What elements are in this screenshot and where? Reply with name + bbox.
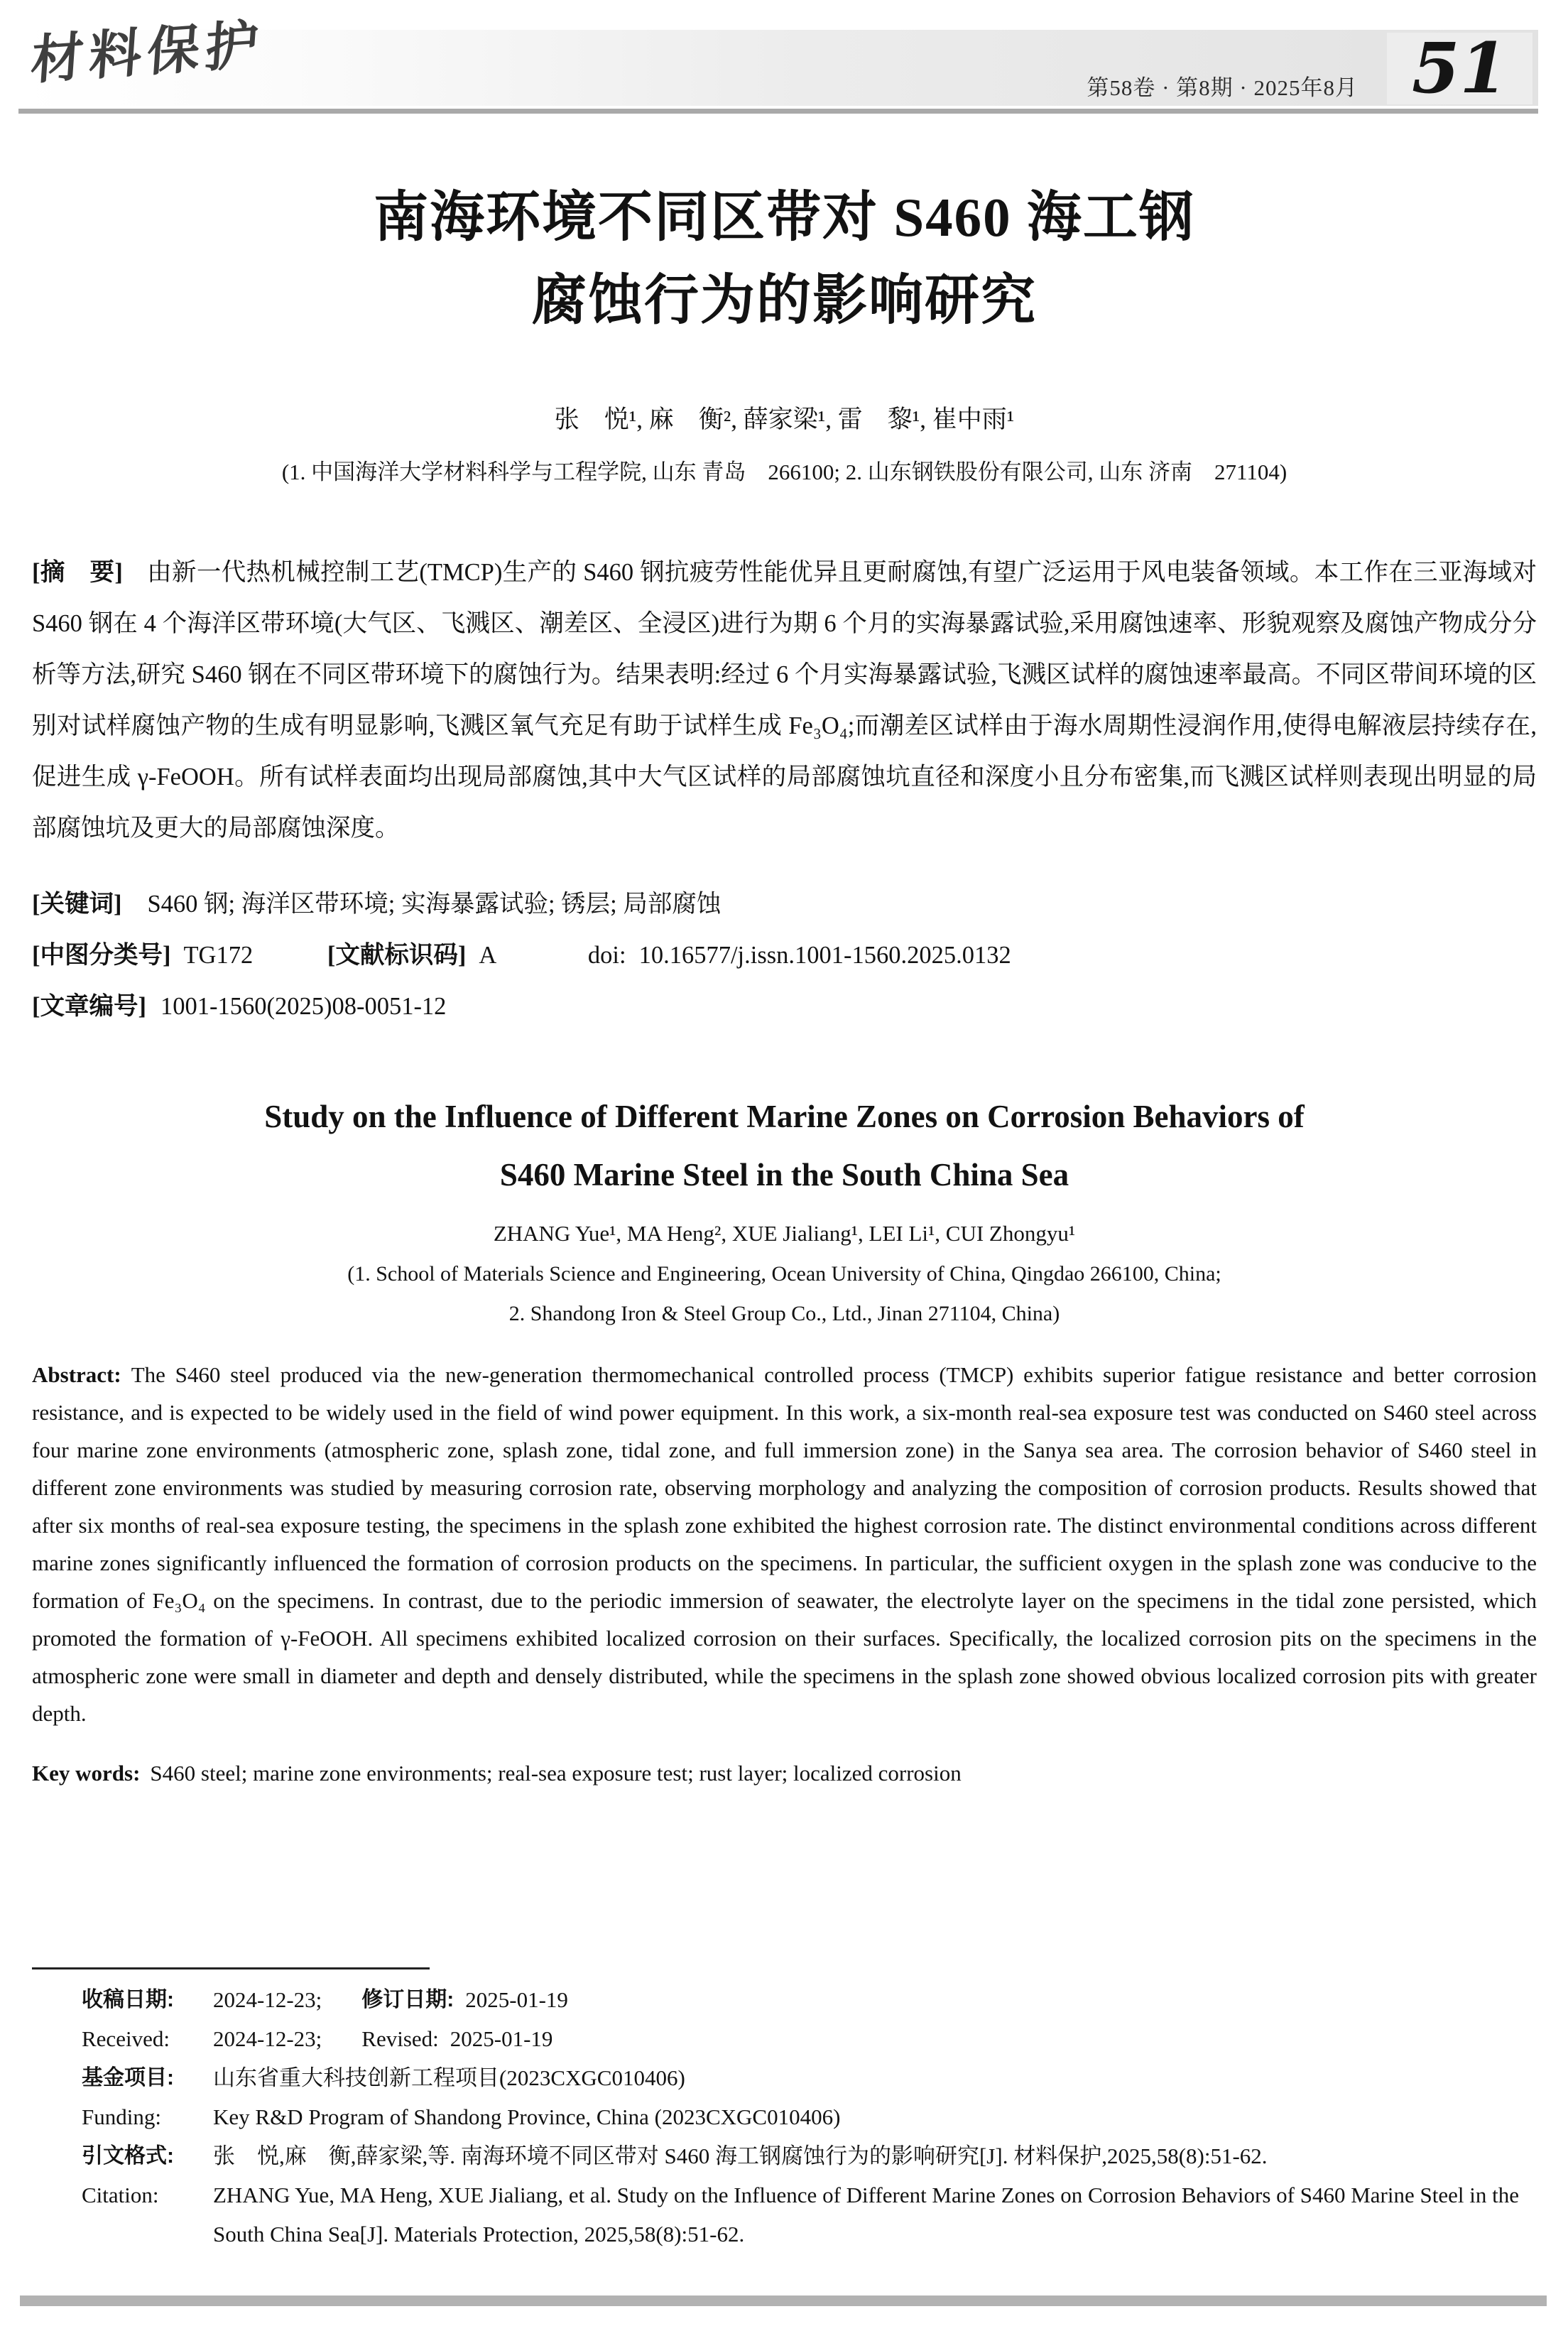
classification-line (32, 930, 1537, 981)
keywords-en (32, 1754, 1537, 1792)
bottom-bar (20, 2295, 1547, 2306)
abstract-cn (32, 547, 1537, 854)
footnote-funding-en (32, 2097, 1537, 2136)
footnote-label: Citation: (82, 2183, 159, 2207)
keywords-en-label: Key words: (32, 1760, 141, 1786)
footnote-value: Key R&D Program of Shandong Province, China (2023CXGC010406) (213, 2104, 841, 2129)
footnote-label: Funding: (82, 2104, 161, 2129)
clc-value: TG172 (183, 941, 254, 969)
affiliation-en-line1: (1. School of Materials Science and Engineering, Ocean University of China, Qingdao 266100, China; (347, 1261, 1221, 1286)
article-id-line (32, 981, 1537, 1032)
abstract-en (32, 1356, 1537, 1732)
doi-value: 10.16577/j.issn.1001-1560.2025.0132 (638, 941, 1011, 969)
footnote-value: 2024-12-23; (213, 2026, 322, 2051)
footnote-label2: Revised: (361, 2026, 439, 2051)
footnote-label: 收稿日期: (82, 1988, 174, 2011)
title-cn-line2: 腐蚀行为的影响研究 (532, 269, 1037, 331)
footnotes (32, 1980, 1537, 2254)
footnote-label: 引文格式: (82, 2144, 174, 2168)
authors-cn: 张 悦¹, 麻 衡², 薛家梁¹, 雷 黎¹, 崔中雨¹ (554, 406, 1015, 434)
authors-en: ZHANG Yue¹, MA Heng², XUE Jialiang¹, LEI Li¹, CUI Zhongyu¹ (493, 1220, 1076, 1246)
footnote-label: Received: (82, 2026, 170, 2051)
doc-code-value: A (479, 941, 497, 969)
article-id-label: [文章编号] (32, 992, 146, 1020)
abstract-en-text: The S460 steel produced via the new-generation thermomechanical controlled process (TMCP) exhibits superior fatigue resistance and better corrosion resistance, and is expected to be widely used in the field of wind power equipment. In this work, a six-month real-sea exposure test was conducted on S460 steel across four marine zone environments (atmospheric zone, splash zone, tidal zone, and full immersion zone) in the Sanya sea area. The corrosion behavior of S460 steel in different zone environments was studied by measuring corrosion rate, observing morphology and analyzing the composition of corrosion products. Results showed that after six months of real-sea exposure testing, the specimens in the splash zone exhibited the highest corrosion rate. The distinct environmental conditions across different marine zones significantly influenced the formation of corrosion products on the specimens. In particular, the sufficient oxygen in the splash zone was conducive to the formation of Fe₃O₄ on the specimens. In contrast, due to the periodic immersion of seawater, the electrolyte layer on the specimens in the tidal zone persisted, which promoted the formation of γ-FeOOH. All specimens exhibited localized corrosion on their surfaces. Specifically, the localized corrosion pits on the specimens in the atmospheric zone were small in diameter and depth and densely distributed, while the specimens in the splash zone showed obvious localized corrosion pits with greater depth. (32, 1362, 1537, 1726)
footnote-separator (32, 1967, 430, 1969)
footnote-value: 2024-12-23; (213, 1987, 322, 2012)
page-number: 51 (1412, 28, 1508, 109)
footnote-funding-cn (32, 2058, 1537, 2097)
title-cn-line1: 南海环境不同区带对 S460 海工钢 (374, 187, 1195, 248)
abstract-cn-text: 由新一代热机械控制工艺(TMCP)生产的 S460 钢抗疲劳性能优异且更耐腐蚀,有望广泛运用于风电装备领域。本工作在三亚海域对 S460 钢在 4 个海洋区带环境(大气区、飞溅区、潮差区、全浸区)进行为期 6 个月的实海暴露试验,采用腐蚀速率、形貌观察及腐蚀产物成分分析等方法,研究 S460 钢在不同区带环境下的腐蚀行为。结果表明:经过 6 个月实海暴露试验,飞溅区试样的腐蚀速率最高。不同区带间环境的区别对试样腐蚀产物的生成有明显影响,飞溅区氧气充足有助于试样生成 Fe₃O₄;而潮差区试样由于海水周期性浸润作用,使得电解液层持续存在,促进生成 γ-FeOOH。所有试样表面均出现局部腐蚀,其中大气区试样的局部腐蚀坑直径和深度小且分布密集,而飞溅区试样则表现出明显的局部腐蚀坑及更大的局部腐蚀深度。 (32, 559, 1537, 842)
title-en-line1: Study on the Influence of Different Marine Zones on Corrosion Behaviors of (264, 1098, 1305, 1134)
issue-info: 第58卷 · 第8期 · 2025年8月 (1087, 75, 1358, 100)
footnote-value: ZHANG Yue, MA Heng, XUE Jialiang, et al. Study on the Influence of Different Marine Zones on Corrosion Behaviors of S460 Marine Steel in the South China Sea[J]. Materials Protection, 2025,58(8):51-62. (213, 2183, 1519, 2246)
abstract-cn-label: [摘 要] (32, 559, 123, 587)
footnote-value: 张 悦,麻 衡,薛家梁,等. 南海环境不同区带对 S460 海工钢腐蚀行为的影响研究[J]. 材料保护,2025,58(8):51-62. (213, 2143, 1268, 2168)
footnote-citation-en (32, 2175, 1537, 2254)
footnote-label: 基金项目: (82, 2066, 174, 2090)
abstract-en-label: Abstract: (32, 1362, 121, 1387)
footnote-citation-cn (32, 2136, 1537, 2175)
affiliation-cn: (1. 中国海洋大学材料科学与工程学院, 山东 青岛 266100; 2. 山东钢铁股份有限公司, 山东 济南 271104) (281, 460, 1287, 485)
footnote-value: 山东省重大科技创新工程项目(2023CXGC010406) (213, 2065, 685, 2090)
footnote-received-en (32, 2019, 1537, 2058)
footnote-value2: 2025-01-19 (465, 1987, 568, 2012)
keywords-cn-label: [关键词] (32, 890, 122, 918)
keywords-cn (32, 879, 1537, 930)
title-en-line2: S460 Marine Steel in the South China Sea (499, 1156, 1069, 1192)
journal-logo: 材料保护 (28, 13, 266, 92)
doi-label: doi: (587, 941, 626, 969)
affiliation-en-line2: 2. Shandong Iron & Steel Group Co., Ltd., Jinan 271104, China) (508, 1301, 1060, 1325)
footnote-received-cn (32, 1980, 1537, 2019)
clc-label: [中图分类号] (32, 941, 171, 969)
article-body (32, 0, 1537, 1792)
footnote-value2: 2025-01-19 (450, 2026, 553, 2051)
article-id-value: 1001-1560(2025)08-0051-12 (160, 992, 447, 1020)
keywords-en-text: S460 steel; marine zone environments; real-sea exposure test; rust layer; localized corrosion (150, 1760, 962, 1786)
doc-code-label: [文献标识码] (327, 941, 467, 969)
keywords-cn-text: S460 钢; 海洋区带环境; 实海暴露试验; 锈层; 局部腐蚀 (147, 890, 722, 918)
footnote-label2: 修订日期: (361, 1988, 454, 2011)
